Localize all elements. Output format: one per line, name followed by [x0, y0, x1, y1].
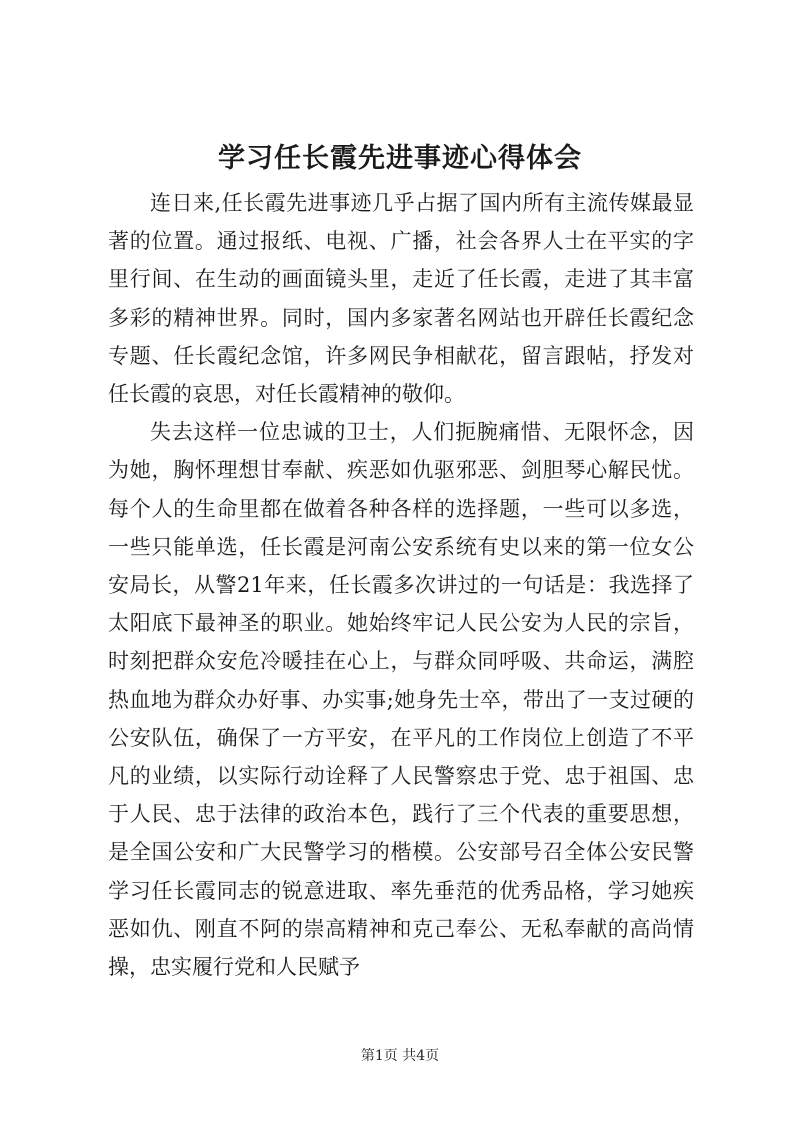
document-body: [108, 184, 694, 986]
page-number-footer: 第1页 共4页: [360, 1048, 440, 1064]
paragraph-1: 连日来,任长霞先进事迹几乎占据了国内所有主流传媒最显著的位置。通过报纸、电视、广播，社会各界人士在平实的字里行间、在生动的画面镜头里，走近了任长霞，走进了其丰富多彩的精神世界。同时，国内多家著名网站也开辟任长霞纪念专题、任长霞纪念馆，许多网民争相献花，留言跟帖，抒发对任长霞的哀思，对任长霞精神的敬仰。: [108, 191, 694, 407]
document-title: 学习任长霞先进事迹心得体会: [218, 143, 582, 174]
paragraph-2: 失去这样一位忠诚的卫士，人们扼腕痛惜、无限怀念，因为她，胸怀理想甘奉献、疾恶如仇驱邪恶、剑胆琴心解民忧。每个人的生命里都在做着各种各样的选择题，一些可以多选，一些只能单选，任长霞是河南公安系统有史以来的第一位女公安局长，从警21年来，任长霞多次讲过的一句话是：我选择了太阳底下最神圣的职业。她始终牢记人民公安为人民的宗旨，时刻把群众安危冷暖挂在心上，与群众同呼吸、共命运，满腔热血地为群众办好事、办实事;她身先士卒，带出了一支过硬的公安队伍，确保了一方平安，在平凡的工作岗位上创造了不平凡的业绩，以实际行动诠释了人民警察忠于党、忠于祖国、忠于人民、忠于法律的政治本色，践行了三个代表的重要思想，是全国公安和广大民警学习的楷模。公安部号召全体公安民警学习任长霞同志的锐意进取、率先垂范的优秀品格，学习她疾恶如仇、刚直不阿的崇高精神和克己奉公、无私奉献的高尚情操，忠实履行党和人民赋予: [108, 420, 694, 980]
